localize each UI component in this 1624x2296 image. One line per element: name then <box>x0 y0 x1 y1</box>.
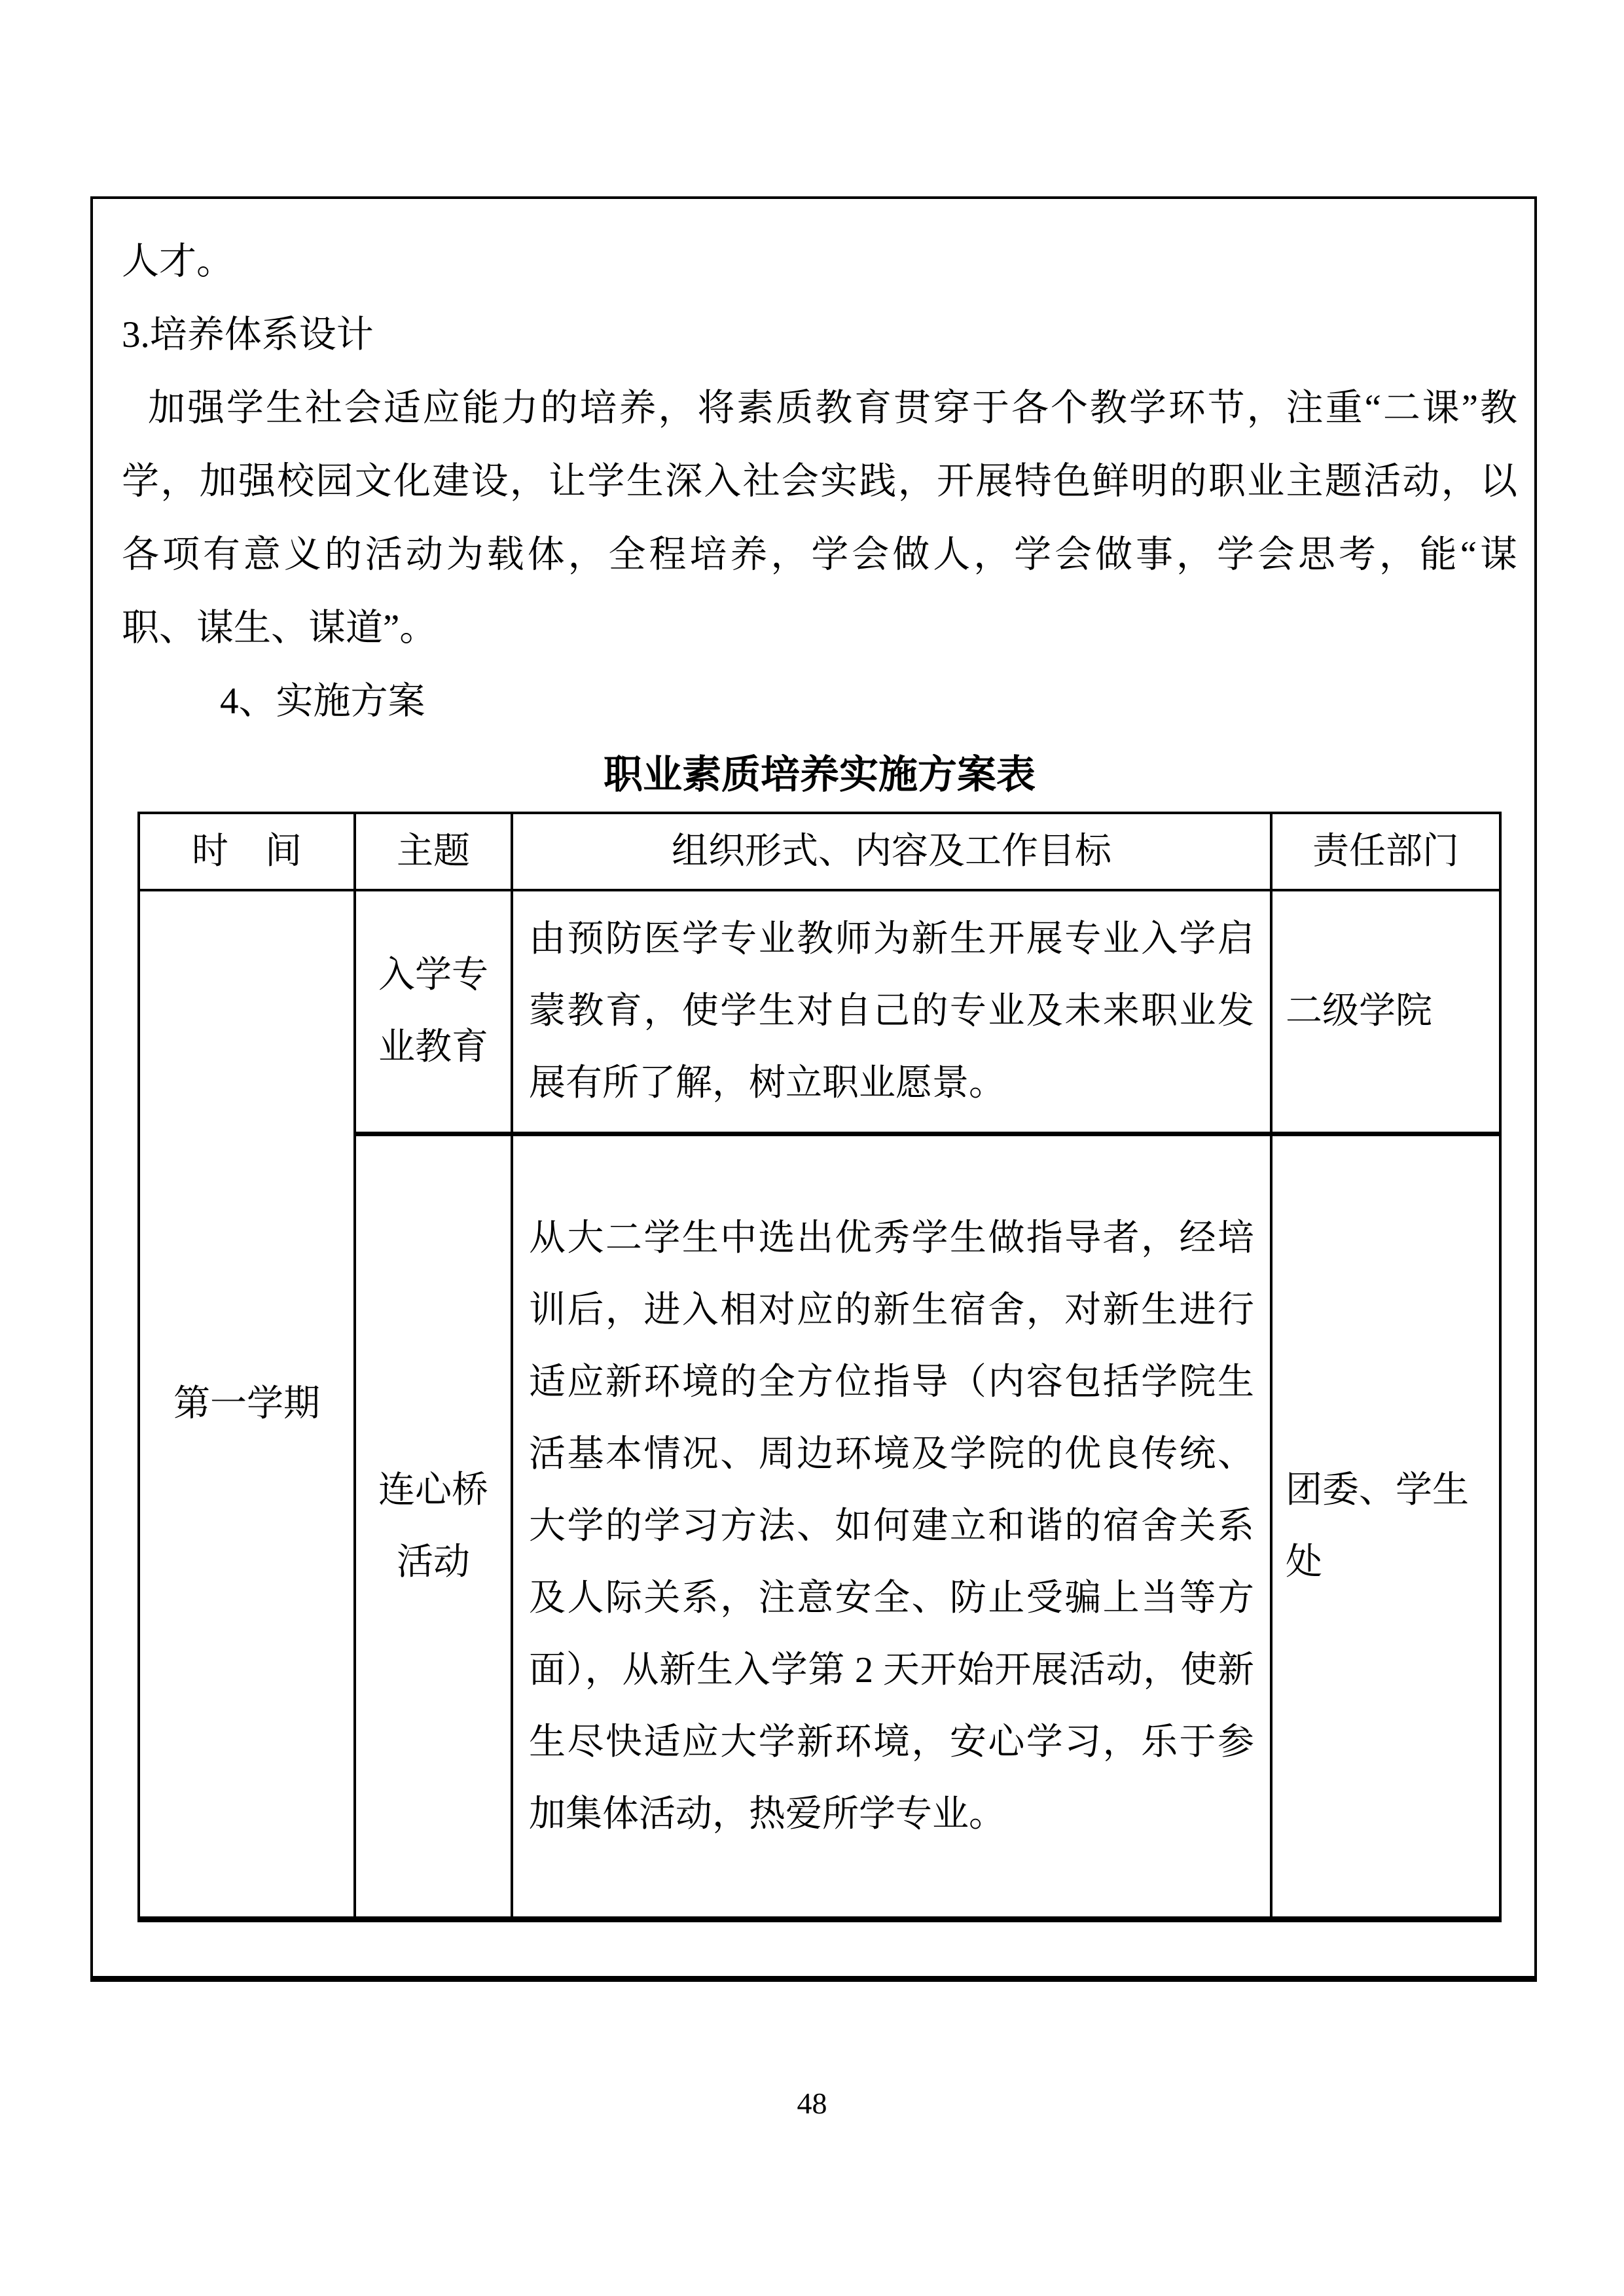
col-header-department: 责任部门 <box>1271 813 1500 890</box>
col-header-theme: 主题 <box>355 813 512 890</box>
cell-department-youth-league: 团委、学生处 <box>1271 1134 1500 1919</box>
cell-time-semester1: 第一学期 <box>139 890 355 1919</box>
cell-department-college: 二级学院 <box>1271 890 1500 1134</box>
paragraph-line: 各项有意义的活动为载体，全程培养，学会做人，学会做事，学会思考，能“谋 <box>122 534 1517 575</box>
implementation-plan-table <box>137 812 1502 1922</box>
cell-content-enrollment-education: 由预防医学专业教师为新生开展专业入学启蒙教育，使学生对自己的专业及未来职业发展有所了解，树立职业愿景。 <box>512 890 1271 1134</box>
heading-section-3: 3.培养体系设计 <box>122 314 374 355</box>
cell-content-bridge-activity: 从大二学生中选出优秀学生做指导者，经培训后，进入相对应的新生宿舍，对新生进行适应新环境的全方位指导（内容包括学院生活基本情况、周边环境及学院的优良传统、大学的学习方法、如何建立和谐的宿舍关系及人际关系，注意安全、防止受骗上当等方面），从新生入学第 2 天开始开展活动，使新生尽快适应大学新环境，安心学习，乐于参加集体活动，热爱所学专业。 <box>512 1134 1271 1919</box>
col-header-time: 时 间 <box>139 813 355 890</box>
paragraph-line: 职、谋生、谋道”。 <box>122 607 437 649</box>
heading-section-4: 4、实施方案 <box>220 681 425 722</box>
page-border-box <box>90 196 1537 1982</box>
col-header-content: 组织形式、内容及工作目标 <box>512 813 1271 890</box>
table-row <box>139 890 1500 1134</box>
page-number: 48 <box>797 2087 827 2120</box>
page-content <box>93 199 1534 1922</box>
paragraph-training-body <box>122 372 1517 665</box>
table-title: 职业素质培养实施方案表 <box>604 753 1036 797</box>
paragraph-line: 学，加强校园文化建设，让学生深入社会实践，开展特色鲜明的职业主题活动，以 <box>122 461 1517 502</box>
paragraph-line: 加强学生社会适应能力的培养，将素质教育贯穿于各个教学环节，注重“二课”教 <box>148 387 1517 429</box>
cell-theme-enrollment-education: 入学专业教育 <box>355 890 512 1134</box>
cell-theme-bridge-activity: 连心桥活动 <box>355 1134 512 1919</box>
table-header-row <box>139 813 1500 890</box>
paragraph-rencai: 人才。 <box>122 241 234 282</box>
